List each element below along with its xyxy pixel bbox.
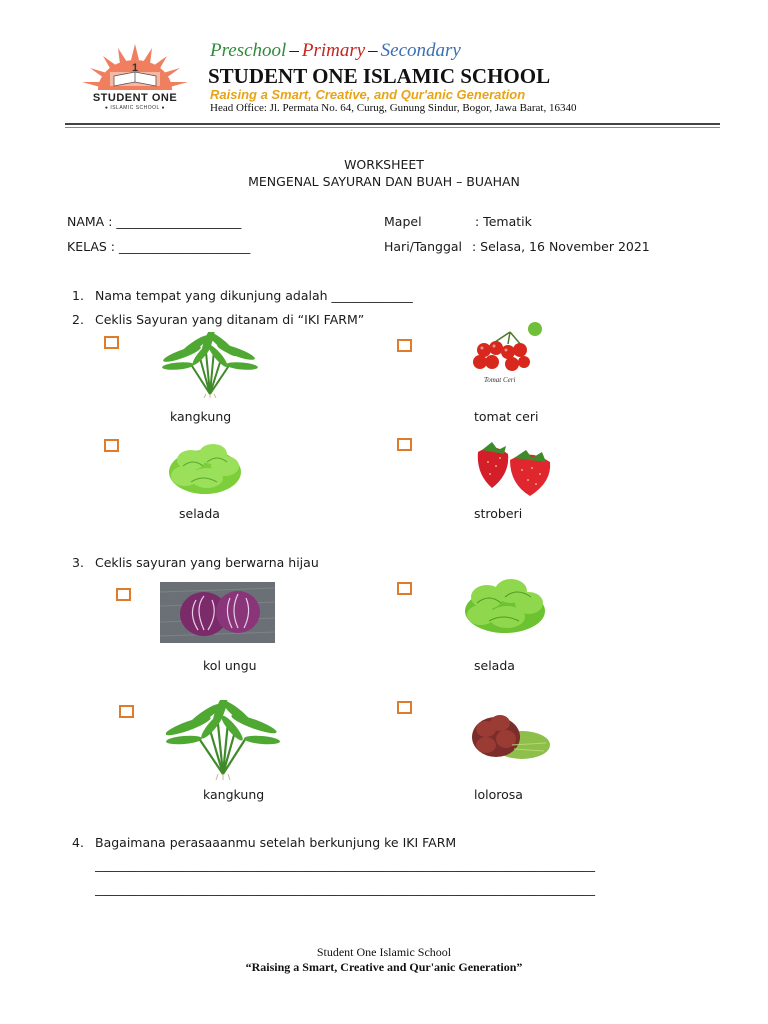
kol-ungu-image bbox=[160, 582, 275, 643]
footer-school-name: Student One Islamic School bbox=[316, 945, 452, 959]
tomat-ceri-image bbox=[462, 320, 554, 388]
caption-kangkung-2: kangkung bbox=[203, 787, 265, 802]
question-2: Ceklis Sayuran yang ditanam di “IKI FARM” bbox=[95, 312, 365, 327]
logo-wordmark: STUDENT ONE bbox=[92, 92, 178, 104]
level-separator: – bbox=[368, 40, 378, 61]
nama-field[interactable]: NAMA : ____________________ bbox=[67, 214, 242, 229]
worksheet-subtitle: MENGENAL SAYURAN DAN BUAH – BUAHAN bbox=[248, 174, 520, 189]
question-1: Nama tempat yang dikunjung adalah _____________ bbox=[95, 288, 413, 303]
checkbox-kangkung-2[interactable] bbox=[119, 705, 134, 718]
question-4: Bagaimana perasaaanmu setelah berkunjung ke IKI FARM bbox=[95, 835, 457, 850]
logo-number: 1 bbox=[131, 62, 139, 74]
question-number: 2. bbox=[72, 312, 84, 327]
caption-selada-2: selada bbox=[474, 658, 515, 673]
checkbox-selada[interactable] bbox=[104, 439, 119, 452]
selada-image bbox=[163, 436, 247, 498]
logo-subtext: ● ISLAMIC SCHOOL ● bbox=[104, 105, 166, 111]
stroberi-image bbox=[470, 438, 558, 500]
caption-selada: selada bbox=[179, 506, 220, 521]
checkbox-kangkung[interactable] bbox=[104, 336, 119, 349]
answer-line-1[interactable]: ________________________________________________________________________________ bbox=[95, 857, 595, 872]
school-motto: Raising a Smart, Creative, and Qur'anic Generation bbox=[210, 87, 526, 102]
header-divider bbox=[65, 123, 720, 125]
worksheet-title: WORKSHEET bbox=[344, 157, 424, 172]
checkbox-stroberi[interactable] bbox=[397, 438, 412, 451]
caption-kol-ungu: kol ungu bbox=[203, 658, 257, 673]
school-name: STUDENT ONE ISLAMIC SCHOOL bbox=[208, 64, 551, 88]
question-3: Ceklis sayuran yang berwarna hijau bbox=[95, 555, 319, 570]
mapel-label: Mapel bbox=[384, 214, 422, 229]
hari-value: : Selasa, 16 November 2021 bbox=[472, 239, 650, 254]
mapel-value: : Tematik bbox=[475, 214, 532, 229]
level-primary: Primary bbox=[301, 40, 366, 61]
kangkung-image bbox=[162, 332, 259, 398]
kelas-field[interactable]: KELAS : _____________________ bbox=[67, 239, 251, 254]
caption-tomat-ceri: tomat ceri bbox=[474, 409, 539, 424]
caption-stroberi: stroberi bbox=[474, 506, 523, 521]
tomato-image-label: Tomat Ceri bbox=[484, 376, 516, 384]
answer-line-2[interactable]: ________________________________________________________________________________ bbox=[95, 881, 595, 896]
level-separator: – bbox=[289, 40, 299, 61]
caption-kangkung: kangkung bbox=[170, 409, 232, 424]
selada-image-2 bbox=[459, 573, 551, 637]
kangkung-image-2 bbox=[166, 700, 280, 780]
school-address: Head Office: Jl. Permata No. 64, Curug, Gunung Sindur, Bogor, Jawa Barat, 16340 bbox=[210, 102, 577, 114]
lolorosa-image bbox=[466, 705, 554, 771]
school-levels bbox=[210, 40, 461, 62]
hari-label: Hari/Tanggal bbox=[384, 239, 463, 254]
question-number: 4. bbox=[72, 835, 84, 850]
checkbox-kol-ungu[interactable] bbox=[116, 588, 131, 601]
question-number: 1. bbox=[72, 288, 84, 303]
checkbox-tomat-ceri[interactable] bbox=[397, 339, 412, 352]
level-secondary: Secondary bbox=[380, 40, 461, 61]
header-divider-thin bbox=[65, 127, 720, 128]
question-number: 3. bbox=[72, 555, 84, 570]
caption-lolorosa: lolorosa bbox=[474, 787, 523, 802]
level-preschool: Preschool bbox=[210, 40, 287, 61]
footer-motto: “Raising a Smart, Creative and Qur'anic Generation” bbox=[245, 960, 523, 974]
checkbox-lolorosa[interactable] bbox=[397, 701, 412, 714]
checkbox-selada-2[interactable] bbox=[397, 582, 412, 595]
